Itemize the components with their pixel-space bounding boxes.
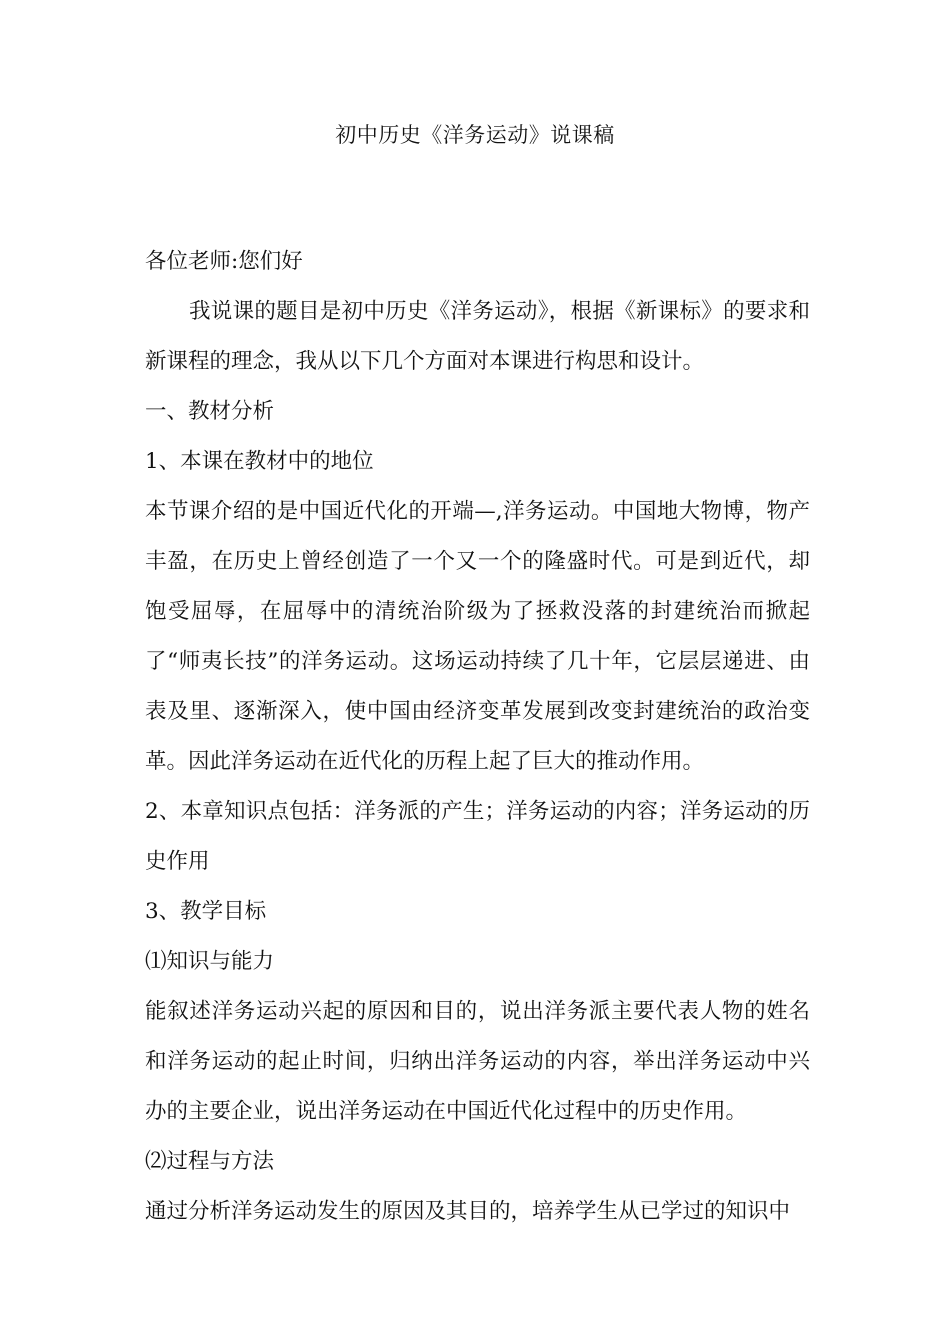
intro-paragraph: 我说课的题目是初中历史《洋务运动》，根据《新课标》的要求和新课程的理念，我从以下几个方面对本课进行构思和设计。 (145, 299, 810, 374)
greeting-paragraph: 各位老师:您们好 (145, 249, 303, 274)
section-heading-textbook-analysis: 一、教材分析 (145, 399, 275, 424)
subheading-teaching-goals: 3、教学目标 (145, 899, 267, 924)
document-body (145, 237, 810, 1237)
subheading-process-method: ⑵过程与方法 (145, 1149, 275, 1174)
knowledge-points-paragraph: 2、本章知识点包括：洋务派的产生；洋务运动的内容；洋务运动的历史作用 (145, 799, 810, 874)
knowledge-ability-paragraph: 能叙述洋务运动兴起的原因和目的，说出洋务派主要代表人物的姓名和洋务运动的起止时间，归纳出洋务运动的内容，举出洋务运动中兴办的主要企业，说出洋务运动在中国近代化过程中的历史作用。 (145, 999, 810, 1124)
document-title: 初中历史《洋务运动》说课稿 (335, 123, 615, 147)
position-paragraph: 本节课介绍的是中国近代化的开端—,洋务运动。中国地大物博，物产丰盈，在历史上曾经创造了一个又一个的隆盛时代。可是到近代，却饱受屈辱，在屈辱中的清统治阶级为了拯救没落的封建统治而掀起了“师夷长技”的洋务运动。这场运动持续了几十年，它层层递进、由表及里、逐渐深入，使中国由经济变革发展到改变封建统治的政治变革。因此洋务运动在近代化的历程上起了巨大的推动作用。 (145, 499, 810, 774)
subheading-position: 1、本课在教材中的地位 (145, 449, 374, 474)
process-method-paragraph: 通过分析洋务运动发生的原因及其目的，培养学生从已学过的知识中 (145, 1199, 791, 1224)
subheading-knowledge-ability: ⑴知识与能力 (145, 949, 275, 974)
